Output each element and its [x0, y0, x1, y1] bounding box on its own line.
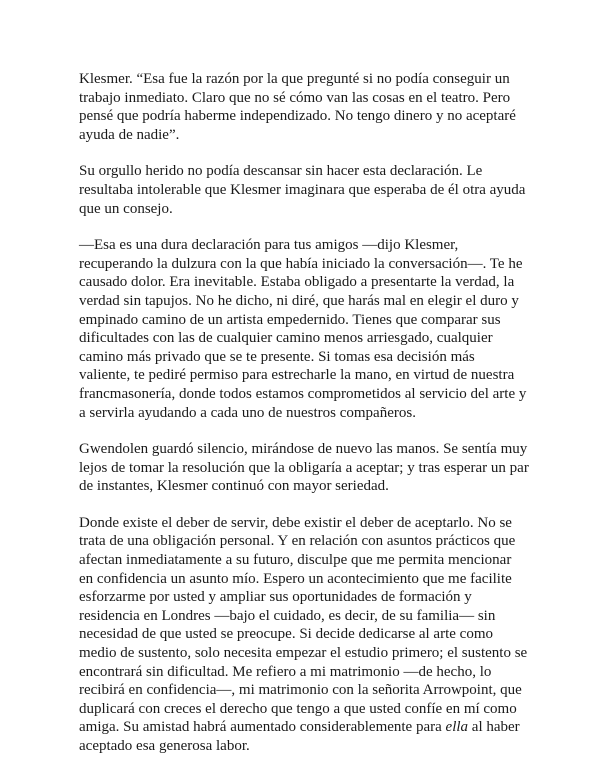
paragraph-5-emphasis: ella [445, 719, 469, 736]
paragraph-5 [79, 514, 529, 756]
paragraph-5-text-after: al haber aceptado esa generosa labor. [79, 719, 520, 754]
paragraph-4: Gwendolen guardó silencio, mirándose de nuevo las manos. Se sentía muy lejos de tomar la resolución que la obligaría a aceptar; y tras esperar un par de instantes, Klesmer continuó con mayor seriedad. [79, 441, 529, 495]
paragraph-2: Su orgullo herido no podía descansar sin hacer esta declaración. Le resultaba intolerable que Klesmer imaginara que esperaba de él otra ayuda que un consejo. [79, 163, 526, 217]
paragraph-5-text-before: Donde existe el deber de servir, debe existir el deber de aceptarlo. No se trata de una obligación personal. Y en relación con asuntos prácticos que afectan inmediatamente a su futuro, disculpe que me permita mencionar en confidencia un asunto mío. Espero un acontecimiento que me facilite esforzarme por usted y ampliar sus oportunidades de formación y residencia en Londres —bajo el cuidado, es decir, de su familia— sin necesidad de que usted se preocupe. Si decide dedicarse al arte como medio de sustento, solo necesita empezar el estudio primero; el sustento se encontrará sin dificultad. Me refiero a mi matrimonio —de hecho, lo recibirá en confidencia—, mi matrimonio con la señorita Arrowpoint, que duplicará con creces el derecho que tengo a que usted confíe en mí como amiga. Su amistad habrá aumentado considerablemente para [79, 514, 528, 736]
document-page [79, 70, 529, 756]
paragraph-1: Klesmer. “Esa fue la razón por la que pregunté si no podía conseguir un trabajo inmediato. Claro que no sé cómo van las cosas en el teatro. Pero pensé que podría haberme independizado. No tengo dinero y no aceptaré ayuda de nadie”. [79, 71, 516, 143]
paragraph-3: —Esa es una dura declaración para tus amigos —dijo Klesmer, recuperando la dulzura con la que había iniciado la conversación—. Te he causado dolor. Era inevitable. Estaba obligado a presentarte la verdad, la verdad sin tapujos. No he dicho, ni diré, que harás mal en elegir el duro y empinado camino de un artista empedernido. Tienes que comparar sus dificultades con las de cualquier camino menos arriesgado, cualquier camino más privado que se te presente. Si tomas esa decisión más valiente, te pediré permiso para estrecharle la mano, en virtud de nuestra francmasonería, donde todos estamos comprometidos al servicio del arte y a servirla ayudando a cada uno de nuestros compañeros. [79, 237, 527, 421]
